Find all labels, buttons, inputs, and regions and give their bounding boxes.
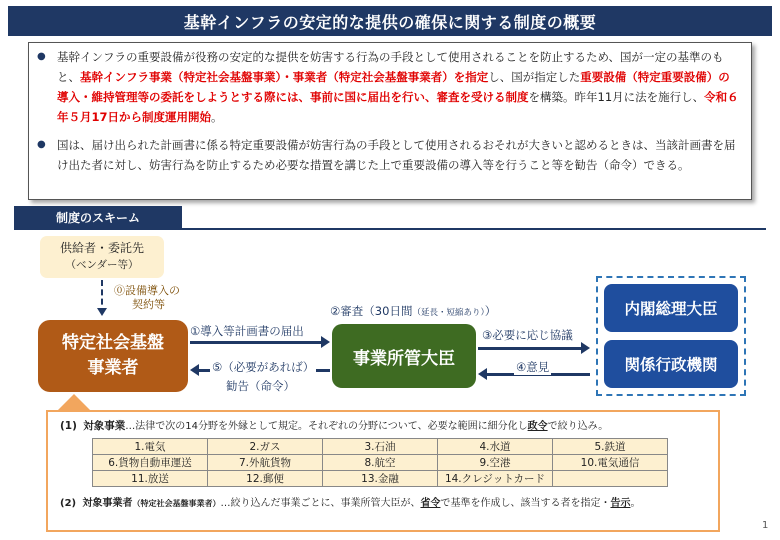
step5-label: ⑤（必要があれば） — [212, 360, 315, 374]
summary-box — [28, 42, 752, 200]
field-cell: 3.石油 — [323, 439, 438, 455]
heading-text: …絞り込んだ事業ごとに、事業所管大臣が、 — [220, 498, 421, 509]
heading-note: （特定社会基盤事業者） — [132, 499, 221, 508]
related-agencies-box: 関係行政機関 — [604, 340, 738, 388]
step0-label — [114, 284, 180, 312]
field-cell: 2.ガス — [208, 439, 323, 455]
field-cell: 10.電気通信 — [553, 455, 668, 471]
scheme-label: 制度のスキーム — [14, 206, 182, 228]
field-cell: 7.外航貨物 — [208, 455, 323, 471]
contract-arrow — [101, 280, 103, 314]
supplier-sub-label: （ベンダー等） — [65, 259, 139, 271]
targets-box — [46, 410, 720, 532]
target-operator-heading — [60, 496, 710, 512]
field-cell: 6.貨物自動車運送 — [93, 455, 208, 471]
summary-text: 基幹インフラの重要設備が役務の安定的な提供を妨害する行為の手段として使用されることを防止するため、国が一定の基準のもと、 — [57, 50, 724, 84]
fields-table — [92, 438, 668, 487]
heading-title: 対象事業 — [83, 420, 126, 432]
field-cell: 13.金融 — [323, 471, 438, 487]
field-cell: 12.郵便 — [208, 471, 323, 487]
field-cell: 11.放送 — [93, 471, 208, 487]
heading-text: 。 — [630, 498, 641, 509]
heading-number: (2) — [60, 498, 77, 509]
summary-text: 。 — [211, 110, 223, 124]
step3-label: ③必要に応じ協議 — [482, 328, 573, 342]
supplier-box — [40, 236, 164, 278]
scheme-divider — [14, 228, 766, 230]
table-row — [93, 439, 668, 455]
summary-bullet-1 — [37, 47, 741, 127]
operator-box — [38, 320, 188, 392]
heading-emphasis: 告示 — [610, 498, 631, 509]
page-number: 1 — [762, 520, 769, 531]
prime-minister-box: 内閣総理大臣 — [604, 284, 738, 332]
field-cell: 9.空港 — [438, 455, 553, 471]
summary-highlight: 基幹インフラ事業（特定社会基盤事業）・事業者（特定社会基盤事業者）を指定 — [80, 70, 489, 84]
summary-bullet-2 — [37, 135, 741, 175]
heading-text: …法律で次の14分野を外縁として規定。それぞれの分野について、必要な範囲に細分化し — [125, 421, 528, 432]
field-cell: 5.鉄道 — [553, 439, 668, 455]
heading-title: 対象事業者 — [82, 498, 133, 509]
summary-text: し、国が指定した — [488, 70, 581, 84]
step2-label — [330, 303, 496, 319]
page-title: 基幹インフラの安定的な提供の確保に関する制度の概要 — [8, 6, 772, 36]
field-cell — [553, 471, 668, 487]
field-cell: 8.航空 — [323, 455, 438, 471]
field-cell: 14.クレジットカード — [438, 471, 553, 487]
step3-arrow — [478, 347, 582, 350]
supplier-label: 供給者・委託先 — [59, 241, 144, 255]
summary-highlight: 重要設備（特定重要設備）の導入・維持管理等の委託をしようとする際には、事前に国に届出を行い、審査を受ける制度 — [57, 70, 730, 104]
heading-text: で基準を作成し、該当する者を指定・ — [440, 498, 611, 509]
heading-emphasis: 省令 — [420, 498, 441, 509]
step0-line1: ⓪設備導入の — [114, 284, 180, 297]
step2-close: ） — [484, 304, 497, 318]
step0-line2: 契約等 — [132, 298, 165, 311]
step5-sub-label: 勧告（命令） — [226, 379, 295, 393]
operator-line1: 特定社会基盤 — [62, 333, 164, 353]
table-row — [93, 471, 668, 487]
step4-label: ④意見 — [516, 360, 550, 374]
step1-label: ①導入等計画書の届出 — [190, 324, 304, 338]
heading-emphasis: 政令 — [527, 421, 548, 432]
heading-number: (1) — [60, 420, 77, 432]
summary-text: 国は、届け出られた計画書に係る特定重要設備が妨害行為の手段として使用されるおそれが大きいと認めるときは、当該計画書を届け出た者に対し、妨害行為を防止するため必要な措置を講じた上で重要設備の導入等を行うこと等を勧告（命令）できる。 — [57, 138, 736, 172]
ministry-box: 事業所管大臣 — [332, 324, 476, 388]
step2-text: ②審査（30日間 — [330, 304, 413, 318]
step2-note: （延長・短縮あり） — [412, 308, 485, 318]
summary-text: を構築。昨年11月に法を施行し、 — [528, 90, 705, 104]
heading-text: で絞り込み。 — [547, 421, 609, 432]
step1-arrow — [190, 341, 322, 344]
table-row — [93, 455, 668, 471]
summary-highlight: 令和６年５月17日から制度運用開始 — [57, 90, 739, 124]
field-cell: 1.電気 — [93, 439, 208, 455]
operator-line2: 事業者 — [87, 358, 139, 378]
target-business-heading — [60, 418, 710, 435]
field-cell: 4.水道 — [438, 439, 553, 455]
